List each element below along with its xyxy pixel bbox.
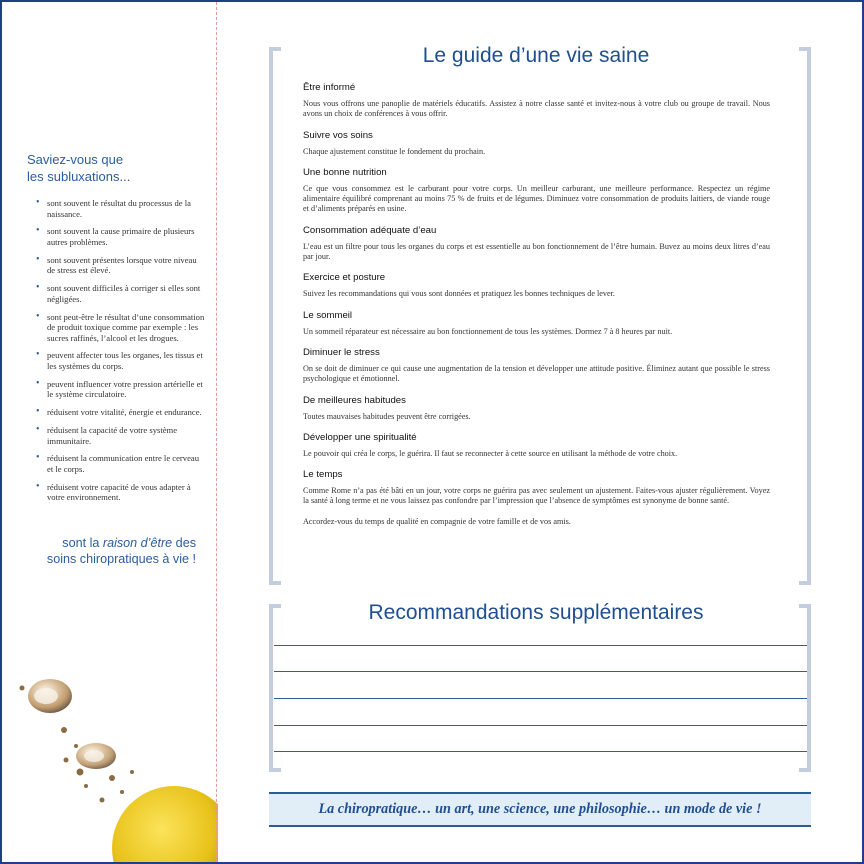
rec-bracket-right xyxy=(799,604,811,772)
list-item: • réduisent la communication entre le cerveau et le corps. xyxy=(36,453,206,474)
section-body: L’eau est un filtre pour tous les organes du corps et est essentielle au bon fonctionnement de l’être humain. Buvez au moins deux litres d’eau par jour. xyxy=(303,241,770,262)
section-body: Chaque ajustement constitue le fondement du prochain. xyxy=(303,146,486,156)
section-body: Toutes mauvaises habitudes peuvent être corrigées. xyxy=(303,411,471,421)
section-body: Comme Rome n’a pas été bâti en un jour, votre corps ne guérira pas avec seulement un ajustement. Faites-vous ajuster régulièrement. Voyez la santé à long terme et ne vous laissez pas confondre par l’impression que l’absence de symptômes est synonyme de bonne santé. xyxy=(303,486,770,506)
motto-text: La chiropratique… un art, une science, une philosophie… un mode de vie ! xyxy=(318,801,762,817)
list-item: • sont souvent la cause primaire de plusieurs autres problèmes. xyxy=(36,226,206,247)
section-title: Être informé xyxy=(303,82,356,93)
sidebar-title xyxy=(27,151,207,185)
conclusion-emphasis: raison d’être xyxy=(102,536,173,550)
section-body: Le pouvoir qui créa le corps, le guérira. Il faut se reconnecter à cette source en utilisant la méthode de votre choix. xyxy=(303,448,678,458)
lemon-icon xyxy=(112,786,218,862)
section-title: Exercice et posture xyxy=(303,272,386,284)
list-item: • réduisent votre capacité de vous adapter à votre environnement. xyxy=(36,482,206,503)
section-title: Développer une spiritualité xyxy=(303,431,417,443)
section-title: Le sommeil xyxy=(303,309,353,321)
sidebar-conclusion xyxy=(20,535,196,567)
writing-line[interactable] xyxy=(274,751,807,752)
recommendations-title: Recommandations supplémentaires xyxy=(368,601,704,624)
section-body: Un sommeil réparateur est nécessaire au bon fonctionnement de tous les systèmes. Dormez 7 à 8 heures par nuit. xyxy=(303,326,673,336)
conclusion-post: des xyxy=(172,536,196,550)
list-item: • sont souvent présentes lorsque votre niveau de stress est élevé. xyxy=(36,255,206,276)
list-item: • sont souvent difficiles à corriger si elles sont négligées. xyxy=(36,283,206,304)
guide-title: Le guide d’une vie saine xyxy=(422,44,650,67)
conclusion-line1 xyxy=(20,535,196,551)
section-title: Le temps xyxy=(303,469,343,481)
guide-section xyxy=(303,310,770,337)
guide-section xyxy=(303,347,770,385)
section-title: Suivre vos soins xyxy=(303,129,373,141)
sidebar-title-line1: Saviez-vous que xyxy=(27,152,124,167)
section-title: Une bonne nutrition xyxy=(303,166,387,178)
list-item: • peuvent influencer votre pression artérielle et le système circulatoire. xyxy=(36,379,206,400)
guide-section xyxy=(303,82,770,120)
writing-line[interactable] xyxy=(274,725,807,726)
section-title: Diminuer le stress xyxy=(303,346,380,358)
list-item: • réduisent votre vitalité, énergie et endurance. xyxy=(36,407,206,418)
left-column xyxy=(0,0,217,864)
guide-section xyxy=(303,272,770,299)
sidebar-title-line2: les subluxations... xyxy=(27,169,131,184)
guide-content xyxy=(303,82,770,527)
guide-bracket-left xyxy=(269,47,281,585)
motto-banner xyxy=(269,792,811,827)
list-item: • peuvent affecter tous les organes, les tissus et les systèmes du corps. xyxy=(36,350,206,371)
section-body: Suivez les recommandations qui vous sont données et pratiquez les bonnes techniques de lever. xyxy=(303,289,615,299)
section-body: Ce que vous consommez est le carburant pour votre corps. Un meilleur carburant, une meilleure performance. Respectez un régime alimentaire équilibré comprenant au moins 75 % de fruits et de légumes. Diminuez votre consommation de produits laitiers, de viande rouge et d’aliments préparés en usine. xyxy=(303,183,770,214)
section-body: On se doit de diminuer ce qui cause une augmentation de la tension et développer une attitude positive. Éliminez autant que possible le stress psychologique et émotionnel. xyxy=(303,363,770,384)
conclusion-pre: sont la xyxy=(62,536,103,550)
section-body: Nous vous offrons une panoplie de matériels éducatifs. Assistez à notre classe santé et invitez-nous à votre club ou groupe de travail. Nous avons un choix de conférences à vous offrir. xyxy=(303,99,770,119)
guide-section xyxy=(303,432,770,459)
list-item: • sont souvent le résultat du processus de la naissance. xyxy=(36,198,206,219)
rec-bracket-left xyxy=(269,604,281,772)
list-item: • réduisent la capacité de votre système immunitaire. xyxy=(36,425,206,446)
guide-section xyxy=(303,167,770,215)
guide-closing: Accordez-vous du temps de qualité en compagnie de votre famille et de vos amis. xyxy=(303,516,571,526)
writing-line[interactable] xyxy=(274,671,807,672)
guide-section xyxy=(303,225,770,263)
guide-section xyxy=(303,130,770,157)
lemon-splash-illustration xyxy=(14,668,218,862)
guide-section xyxy=(303,395,770,422)
guide-section xyxy=(303,469,770,507)
list-item: • sont peut-être le résultat d’une consommation de produit toxique comme par exemple : les sucres raffinés, l’alcool et les drogues. xyxy=(36,312,206,344)
section-title: Consommation adéquate d’eau xyxy=(303,224,437,236)
conclusion-line2: soins chiropratiques à vie ! xyxy=(46,552,196,566)
fold-line xyxy=(216,2,217,862)
guide-bracket-right xyxy=(799,47,811,585)
section-title: De meilleures habitudes xyxy=(303,394,406,406)
writing-line[interactable] xyxy=(274,645,807,646)
writing-line[interactable] xyxy=(274,698,807,699)
subluxation-list xyxy=(36,198,206,510)
